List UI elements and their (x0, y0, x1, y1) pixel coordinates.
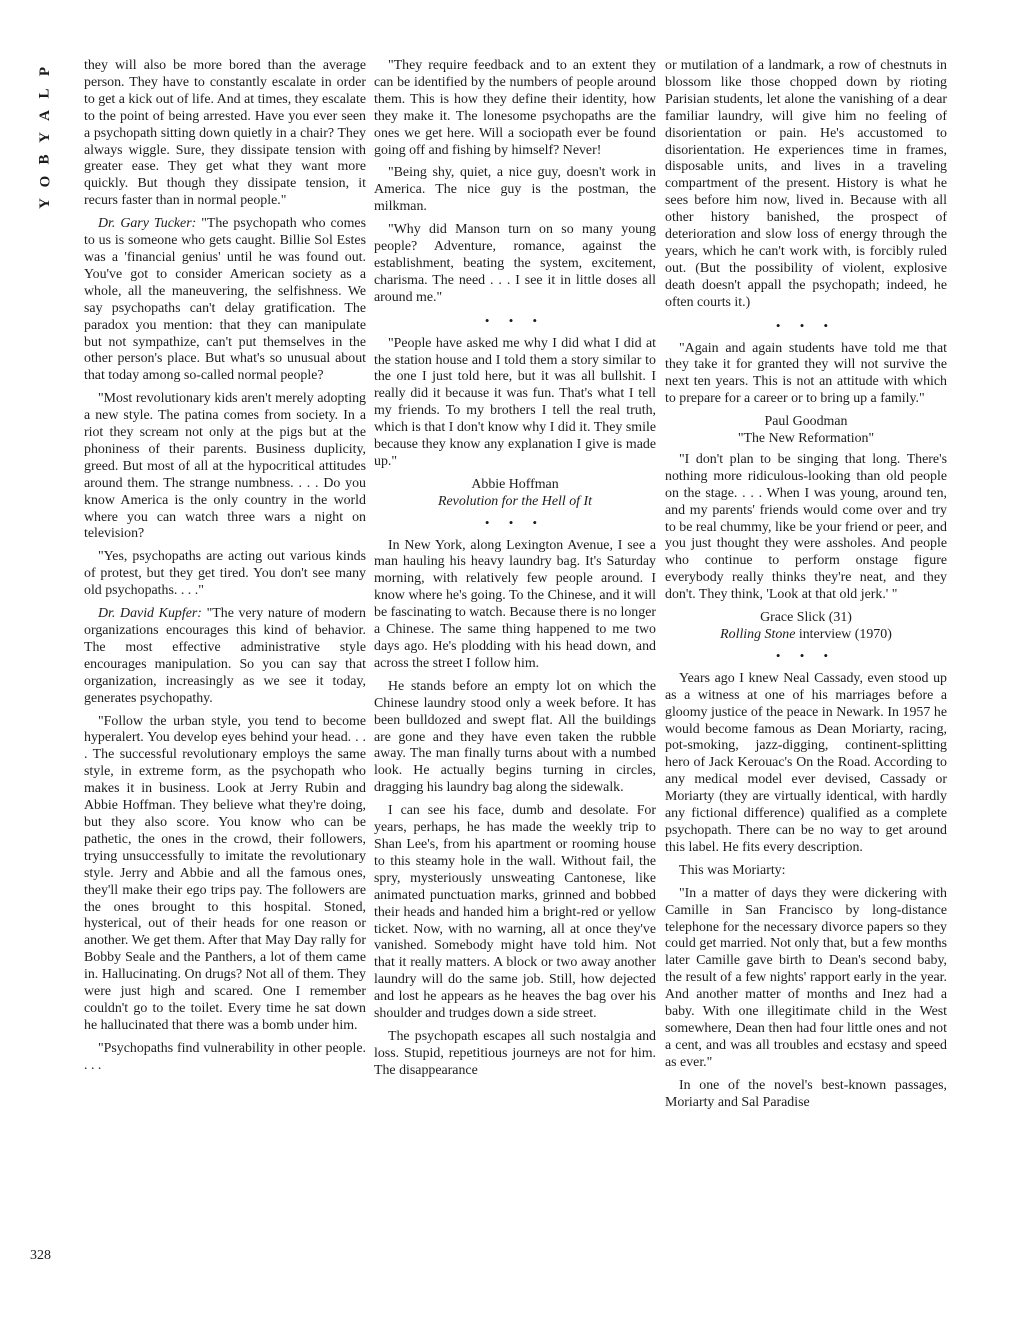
paragraph: In New York, along Lexington Avenue, I see a man hauling his heavy laundry bag. It's Saturday morning, with relatively few people around. I know where he's going. To the Chinese, and it will be fascinating to watch. Because there is no longer a Chinese. The same thing happened to me two days ago. He's plodding with his head down, and across the street I follow him. (374, 537, 656, 671)
masthead-letter: L (36, 87, 53, 99)
paragraph (84, 216, 366, 385)
section-divider: • • • (484, 312, 546, 328)
paragraph: "Why did Manson turn on so many young people? Adventure, romance, against the establishment, beating the system, excitement, charisma. The need . . . I see it in little doses all around me." (374, 222, 656, 305)
attribution-detail: interview (1970) (795, 627, 892, 642)
paragraph: "Being shy, quiet, a nice guy, doesn't work in America. The nice guy is the postman, the milkman. (374, 165, 656, 215)
section-divider: • • • (775, 647, 837, 663)
paragraph: "Most revolutionary kids aren't merely adopting a new style. The patina comes from society. In a riot they scream not only at the pigs but at the phoniness of their parents. Business duplicity, greed. But most of all at the hypocritical attitudes around them. The strange numbness. . . . Do you know America is the only country in the world where you can watch three wars a night on television? (84, 391, 366, 542)
paragraph: "They require feedback and to an extent they can be identified by the numbers of people around them. This is how they define their identity, how they make it. The lonesome psychopaths are the ones we get here. Will a sociopath ever be found going off and fishing by himself? Never! (374, 58, 656, 158)
paragraph: "I don't plan to be singing that long. There's nothing more ridiculous-looking than old people on the stage. . . . When I was young, around ten, and my parents' friends would come over and try to be real chummy, like be your friend or peer, and you just thought they were assholes. And people who continue to perform onstage figure everybody really thinks they're neat, and they don't. They think, 'Look at that old jerk.' " (665, 451, 947, 603)
masthead-letter: P (36, 65, 53, 77)
paragraph: "Follow the urban style, you tend to become hyperalert. You develop eyes behind your head. . . . The successful revolutionary employs the same style, in extreme form, as the psychopath who makes it in business. Look at Jerry Rubin and Abbie Hoffman. They believe what they're doing, but they also score. You know who can be pathetic, the ones in the crowd, their followers, trying unsuccessfully to imitate the revolutionary style. Jerry and Abbie and all the famous ones, they'll make their ego trips pay. The followers are the ones brought to this hospital. Stoned, hysterical, out of their heads for one reason or another. We get them. After that May Day rally for Bobby Seale and the Panthers, a lot of them came in. Hallucinating. On drugs? Not all of them. They were just high and scared. One I remember couldn't go to the toilet. Every time he sat down he hallucinated that there was a bomb under him. (84, 713, 366, 1033)
masthead-letter: Y (37, 131, 53, 143)
paragraph (84, 606, 366, 707)
attribution-work: "The New Reformation" (737, 431, 875, 447)
paragraph: In one of the novel's best-known passages, Moriarty and Sal Paradise (665, 1077, 947, 1110)
section-divider: • • • (484, 514, 546, 530)
masthead-letter: B (36, 153, 53, 165)
section-divider: • • • (775, 317, 837, 333)
magazine-masthead (30, 60, 60, 214)
masthead-letter: A (37, 109, 53, 121)
paragraph: they will also be more bored than the average person. They have to constantly escalate in order to get a kick out of life. And at times, they escalate to the point of being arrested. Have you ever seen a psychopath sitting down quietly in a chair? They always wiggle. Sure, they dissipate tension with greater ease. They get what they want more quickly. But though they dissipate tension, it recurs faster than in normal people." (84, 58, 366, 209)
attribution-name: Grace Slick (31) (760, 610, 852, 626)
paragraph-text: "The psychopath who comes to us is someone who gets caught. Billie Sol Estes was a 'financial genius' until he was found out. You've got to consider American society as a whole, all the maneuvering, the selfishness. We say psychopaths can't delay gratification. The paradox you mention: that they can manipulate but not sympathize, can't put themselves in the other person's place. But what's so unusual about that today among so-called normal people? (84, 216, 366, 384)
text-column-2 (374, 58, 656, 1086)
masthead-letter: Y (37, 197, 53, 209)
paragraph: "Psychopaths find vulnerability in other people. . . . (84, 1040, 366, 1073)
attribution-name: Abbie Hoffman (471, 476, 559, 492)
text-column-3 (665, 58, 947, 1117)
paragraph: "In a matter of days they were dickering with Camille in San Francisco by long-distance telephone for the necessary divorce papers so they could get married. Not only that, but a few months later Camille gave birth to Dean's second baby, the result of a few nights' rapport early in the year. And another matter of months and Inez had a baby. With one illegitimate child in the West somewhere, Dean then had four little ones and not a cent, and was all troubles and ecstasy and speed as ever." (665, 885, 947, 1070)
attribution-work: Revolution for the Hell of It (438, 493, 592, 509)
text-column-1 (84, 58, 366, 1081)
paragraph: He stands before an empty lot on which the Chinese laundry stood only a week before. It has been bulldozed and swept flat. All the buildings are gone and they have even taken the rubble away. The man finally turns about with a numbed look. He actually begins turning in circles, dragging his laundry bag along the sidewalk. (374, 678, 656, 796)
paragraph-text: "The very nature of modern organizations encourages this kind of behavior. The most effective administrative style encourages manipulation. So you can say that organization, increasingly as we see it today, generates psychopathy. (84, 606, 366, 706)
paragraph: I can see his face, dumb and desolate. For years, perhaps, he has made the weekly trip to Shan Lee's, from his apartment or rooming house to this steamy hole in the wall. Without fail, the spry, mysteriously unsweating Cantonese, like animated punctuation marks, grinned and bobbed their heads and handed him a bright-red or yellow ticket. Now, with no warning, all at once they've vanished. Somebody might have told him. Not that it really matters. A block or two away another laundry will do the same job. Still, how dejected and lost he appears as he heaves the bag over his shoulder and trudges down a side street. (374, 803, 656, 1022)
paragraph: Years ago I knew Neal Cassady, even stood up as a witness at one of his marriages before a gloomy justice of the peace in Newark. In 1957 he would become famous as Dean Moriarty, racing, pot-smoking, jazz-digging, continent-splitting hero of Jack Kerouac's On the Road. According to any medical model ever devised, Cassady or Moriarty (they are virtually identical, with hardly any fictional difference) qualified as a complete psychopath. There can be no way to get around this label. He fits every description. (665, 670, 947, 855)
masthead-letter: O (36, 174, 53, 188)
paragraph: This was Moriarty: (679, 862, 786, 878)
paragraph: or mutilation of a landmark, a row of chestnuts in blossom like those chopped down by rioting Parisian students, let alone the vanishing of a dear familiar laundry, will give him no feeling of disorientation or pain. He's accustomed to disorientation. He experiences time in frames, disposable units, and lives in a traveling compartment of the present. History is what he sees before him now, lived in. Because with all other history banished, the prospect of deterioration and slow loss of energy through the years, which he can't work with, is forcibly ruled out. (But the possibility of violent, explosive death doesn't appall the psychopath; indeed, he often courts it.) (665, 58, 947, 310)
attribution-name: Paul Goodman (764, 414, 848, 430)
paragraph: The psychopath escapes all such nostalgia and loss. Stupid, repetitious journeys are not for him. The disappearance (374, 1028, 656, 1078)
paragraph: "Yes, psychopaths are acting out various kinds of protest, but they get tired. You don't see many old psychopaths. . . ." (84, 549, 366, 599)
attribution-work (665, 627, 947, 644)
attribution-publication: Rolling Stone (720, 627, 796, 642)
paragraph: "Again and again students have told me that they take it for granted they will not survive the next ten years. This is not an attitude with which to prepare for a career or to bring up a family." (665, 340, 947, 407)
page-number: 328 (30, 1248, 51, 1263)
paragraph: "People have asked me why I did what I did at the station house and I told them a story similar to the one I just told here, but it was all bullshit. I really did it because it was fun. That's what I tell my friends. To my brothers I tell the real truth, which is that I don't know why I did it. They smile because they know any explanation I give is made up." (374, 335, 656, 469)
speaker-name: Dr. Gary Tucker: (98, 216, 197, 232)
speaker-name: Dr. David Kupfer: (98, 606, 202, 622)
